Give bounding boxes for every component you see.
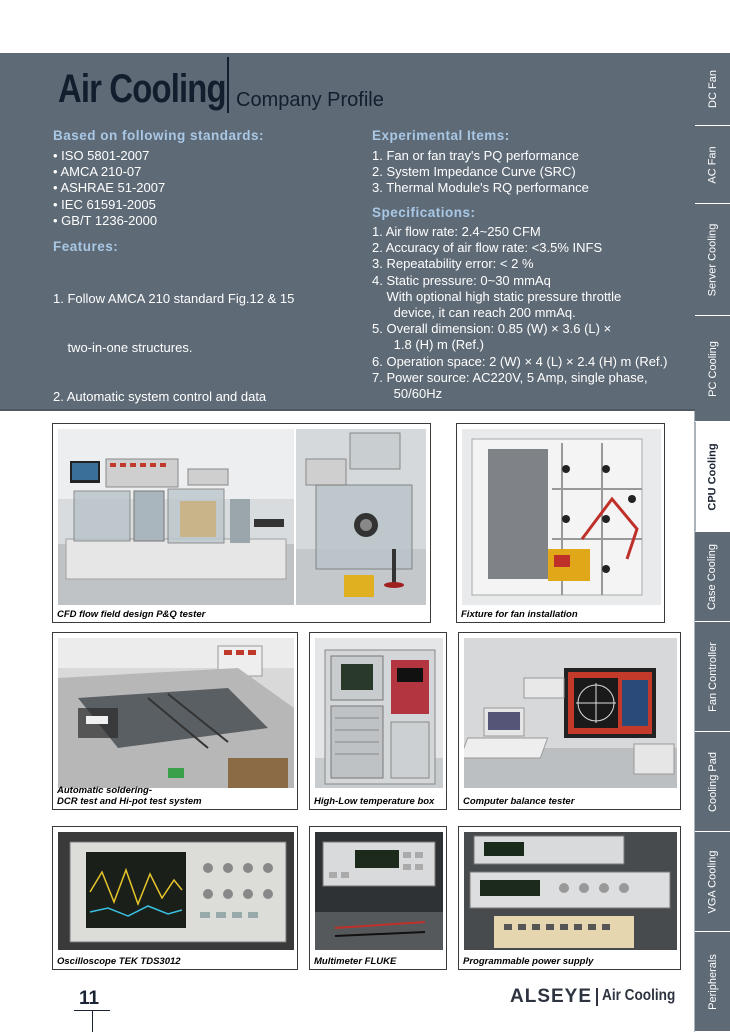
caption-multimeter: Multimeter FLUKE: [314, 956, 397, 967]
balance-tester-photo: [464, 638, 677, 788]
power-supply-photo: [464, 832, 677, 950]
page-number: 11: [79, 988, 100, 1009]
tab-label: Server Cooling: [706, 223, 719, 296]
tab-label: PC Cooling: [706, 340, 719, 397]
specifications-list: [372, 224, 667, 402]
tab-label: Cooling Pad: [706, 751, 719, 812]
caption-balance-tester: Computer balance tester: [463, 796, 575, 807]
list-item: 6. Operation space: 2 (W) × 4 (L) × 2.4 (H) m (Ref.): [372, 353, 668, 369]
caption-fixture: Fixture for fan installation: [461, 609, 578, 620]
photo-card-power-supply: [458, 826, 681, 970]
oscilloscope-photo: [58, 832, 294, 950]
caption-soldering-line2: DCR test and Hi-pot test system: [57, 796, 202, 807]
list-item: 1. Air flow rate: 2.4~250 CFM: [372, 224, 541, 239]
soldering-system-photo: [58, 638, 294, 788]
list-item: • GB/T 1236-2000: [53, 212, 158, 228]
caption-power-supply: Programmable power supply: [463, 956, 594, 967]
tab-label: CPU Cooling: [707, 442, 719, 511]
photo-card-oscilloscope: [52, 826, 298, 970]
fixture-photo: [462, 429, 661, 605]
experimental-heading: Experimental Items:: [372, 128, 510, 143]
caption-temp-box: High-Low temperature box: [314, 796, 435, 807]
caption-oscilloscope: Oscilloscope TEK TDS3012: [57, 956, 181, 967]
tab-vga-cooling[interactable]: [695, 832, 730, 932]
list-item: 3. Repeatability error: < 2 %: [372, 256, 534, 272]
temperature-box-photo: [315, 638, 443, 788]
tab-label: AC Fan: [706, 145, 719, 184]
standards-heading: Based on following standards:: [53, 128, 265, 143]
list-item: two-in-one structures.: [53, 340, 193, 356]
title-divider: [227, 57, 229, 113]
standards-list: [53, 148, 165, 229]
footer-brand-logo: ALSEYE: [510, 986, 593, 1007]
tab-pc-cooling[interactable]: [695, 316, 730, 422]
tab-cooling-pad[interactable]: [695, 732, 730, 832]
list-item: 1. Fan or fan tray's PQ performance: [372, 148, 579, 163]
list-item: 5. Overall dimension: 0.85 (W) × 3.6 (L) ×: [372, 321, 612, 337]
list-item: 2. System Impedance Curve (SRC): [372, 164, 576, 180]
photo-card-multimeter: [309, 826, 447, 970]
tab-peripherals[interactable]: [695, 932, 730, 1032]
tab-fan-controller[interactable]: [695, 622, 730, 732]
list-item: • IEC 61591-2005: [53, 196, 156, 212]
photo-card-fixture: [456, 423, 665, 623]
photo-card-balance-tester: [458, 632, 681, 810]
list-item: 7. Power source: AC220V, 5 Amp, single phase,: [372, 369, 648, 385]
specifications-heading: Specifications:: [372, 205, 476, 220]
caption-soldering-line1: Automatic soldering-: [57, 785, 153, 796]
page-subtitle: Company Profile: [236, 89, 384, 111]
caption-soldering: [57, 785, 202, 807]
tab-label: DC Fan: [706, 70, 719, 108]
cfd-tester-photo: [58, 429, 294, 605]
top-margin: [0, 0, 730, 53]
list-item: 1.8 (H) m (Ref.): [372, 337, 484, 353]
list-item: • ASHRAE 51-2007: [53, 180, 166, 196]
features-heading: Features:: [53, 239, 119, 254]
footer-section-name: Air Cooling: [602, 987, 676, 1004]
multimeter-photo: [315, 832, 443, 950]
list-item: 1. Follow AMCA 210 standard Fig.12 & 15: [53, 291, 295, 307]
tab-case-cooling[interactable]: [695, 532, 730, 622]
list-item: 2. Accuracy of air flow rate: <3.5% INFS: [372, 240, 603, 256]
caption-cfd-tester: CFD flow field design P&Q tester: [57, 609, 206, 620]
cfd-tester-closeup-photo: [296, 429, 426, 605]
tab-label: Fan Controller: [706, 641, 719, 712]
tab-label: Peripherals: [706, 953, 719, 1010]
tab-ac-fan[interactable]: [695, 126, 730, 204]
list-item: 4. Static pressure: 0~30 mmAq: [372, 272, 551, 288]
list-item: 2. Automatic system control and data: [53, 388, 267, 404]
list-item: 3. Thermal Module's RQ performance: [372, 180, 589, 196]
photo-card-cfd-tester: [52, 423, 431, 623]
page-title: Air Cooling: [58, 67, 226, 111]
list-item: • AMCA 210-07: [53, 164, 142, 180]
side-nav: [695, 53, 730, 1032]
footer-divider: [596, 988, 598, 1006]
header-panel: [0, 53, 695, 411]
photo-card-soldering: [52, 632, 298, 810]
list-item: • ISO 5801-2007: [53, 148, 150, 163]
page-number-tick: [92, 1010, 93, 1032]
tab-dc-fan[interactable]: [695, 53, 730, 126]
photo-card-temp-box: [309, 632, 447, 810]
list-item: With optional high static pressure throttle: [372, 288, 622, 304]
content-border: [694, 411, 695, 1032]
tab-label: VGA Cooling: [706, 850, 719, 913]
experimental-list: [372, 148, 589, 197]
tab-cpu-cooling[interactable]: [695, 422, 730, 532]
list-item: 50/60Hz: [372, 386, 443, 402]
tab-label: Case Cooling: [706, 543, 719, 610]
list-item: device, it can reach 200 mmAq.: [372, 305, 576, 321]
tab-server-cooling[interactable]: [695, 204, 730, 316]
